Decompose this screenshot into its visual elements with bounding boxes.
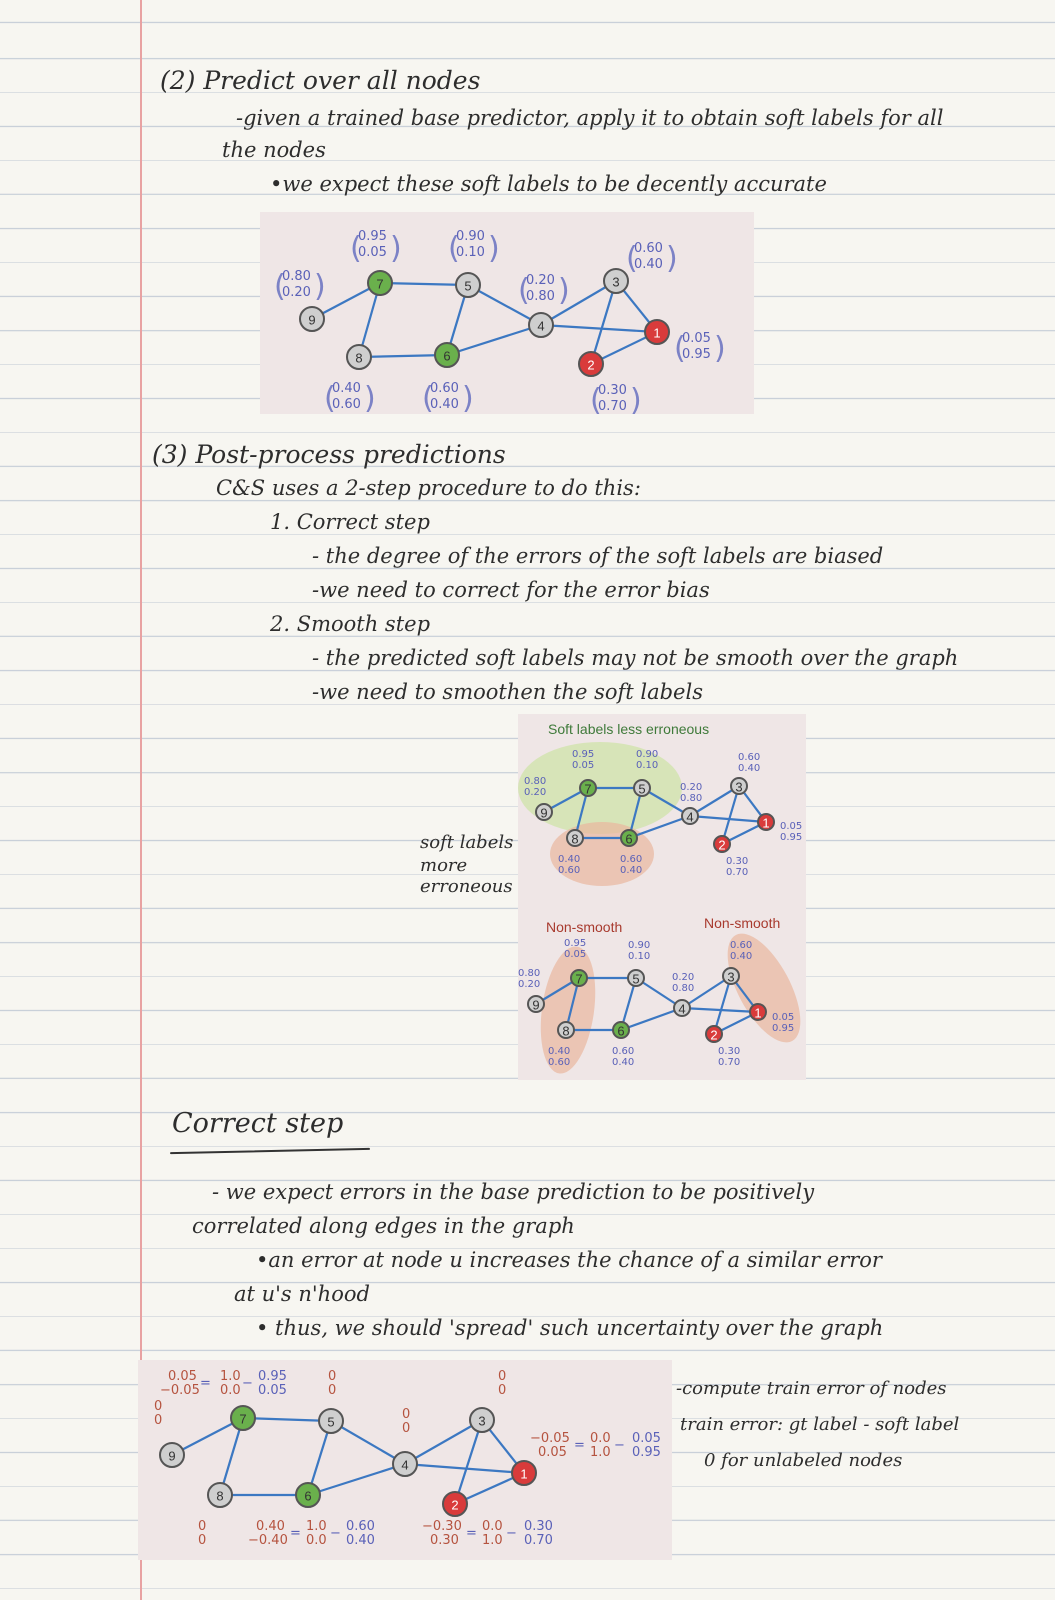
- vector-node-7: [350, 229, 402, 266]
- svg-text:8: 8: [355, 350, 363, 366]
- node-4: [529, 313, 553, 337]
- vector-node-3: [626, 241, 678, 276]
- svg-text:1.0: 1.0: [482, 1533, 503, 1548]
- svg-text:0.70: 0.70: [726, 867, 749, 878]
- svg-text:): ): [488, 231, 500, 266]
- svg-text:0.0: 0.0: [482, 1519, 503, 1534]
- svg-text:0.70: 0.70: [598, 399, 627, 414]
- svg-text:8: 8: [571, 831, 579, 847]
- correct-line3: •an error at node u increases the chance of a similar error: [256, 1248, 882, 1272]
- svg-text:0.60: 0.60: [346, 1519, 375, 1534]
- svg-text:0.40: 0.40: [548, 1046, 571, 1057]
- svg-text:0.10: 0.10: [636, 760, 659, 771]
- vector-node-1: [674, 331, 726, 366]
- node-8: [347, 345, 371, 369]
- svg-text:0.30: 0.30: [726, 856, 749, 867]
- svg-text:): ): [714, 331, 726, 366]
- svg-text:0.30: 0.30: [718, 1046, 741, 1057]
- svg-text:7: 7: [376, 276, 384, 292]
- section2-title: (2) Predict over all nodes: [160, 66, 481, 95]
- svg-text:6: 6: [443, 348, 451, 364]
- svg-text:0.60: 0.60: [620, 854, 643, 865]
- vector-node-5: [448, 229, 500, 266]
- svg-text:0.20: 0.20: [524, 787, 547, 798]
- svg-text:0.80: 0.80: [680, 793, 703, 804]
- svg-text:0: 0: [198, 1533, 207, 1548]
- svg-text:0.05: 0.05: [168, 1369, 197, 1384]
- svg-text:0.60: 0.60: [332, 397, 361, 412]
- svg-text:0.05: 0.05: [632, 1431, 661, 1446]
- section3-title: (3) Post-process predictions: [152, 440, 506, 469]
- svg-text:0.05: 0.05: [780, 821, 803, 832]
- svg-text:(: (: [518, 273, 530, 308]
- svg-text:=: =: [466, 1526, 477, 1541]
- svg-text:0.95: 0.95: [772, 1023, 795, 1034]
- svg-text:1: 1: [754, 1005, 762, 1021]
- caption-non-smooth-left: Non-smooth: [546, 919, 623, 935]
- svg-text:0.80: 0.80: [524, 776, 547, 787]
- side-note-1: -compute train error of nodes: [676, 1378, 947, 1399]
- svg-text:8: 8: [562, 1023, 570, 1039]
- svg-text:0.60: 0.60: [730, 940, 753, 951]
- svg-text:7: 7: [584, 781, 592, 797]
- figure-smoothness-graphs: [518, 714, 806, 1080]
- svg-text:5: 5: [464, 278, 472, 294]
- svg-text:): ): [390, 231, 402, 266]
- svg-text:−0.30: −0.30: [422, 1519, 462, 1534]
- svg-text:0.70: 0.70: [718, 1057, 741, 1068]
- svg-text:8: 8: [216, 1488, 224, 1504]
- vector-node-2: [590, 383, 642, 414]
- section3-step2a: - the predicted soft labels may not be smooth over the graph: [312, 646, 959, 670]
- title-underline: [170, 1148, 370, 1154]
- svg-text:3: 3: [478, 1413, 486, 1429]
- svg-text:0: 0: [154, 1413, 163, 1428]
- node-9: [300, 307, 324, 331]
- svg-text:5: 5: [638, 781, 646, 797]
- correct-line1: - we expect errors in the base prediction to be positively: [212, 1180, 815, 1204]
- svg-text:0.20: 0.20: [282, 285, 311, 300]
- svg-text:0.80: 0.80: [526, 289, 555, 304]
- svg-text:0.30: 0.30: [524, 1519, 553, 1534]
- svg-text:1.0: 1.0: [306, 1519, 327, 1534]
- svg-text:0: 0: [402, 1421, 411, 1436]
- caption-soft-labels-less-erroneous: Soft labels less erroneous: [548, 721, 710, 737]
- svg-text:0: 0: [328, 1383, 337, 1398]
- svg-text:(: (: [448, 231, 460, 266]
- svg-text:7: 7: [239, 1411, 247, 1427]
- svg-text:0.40: 0.40: [346, 1533, 375, 1548]
- node-5: [456, 273, 480, 297]
- svg-text:): ): [364, 381, 376, 414]
- section3-step2b: -we need to smoothen the soft labels: [312, 680, 703, 704]
- svg-text:0.80: 0.80: [672, 983, 695, 994]
- svg-text:(: (: [274, 269, 286, 304]
- svg-text:0.40: 0.40: [612, 1057, 635, 1068]
- svg-text:0.80: 0.80: [518, 968, 541, 979]
- svg-text:0.95: 0.95: [572, 749, 595, 760]
- section3-step1a: - the degree of the errors of the soft labels are biased: [312, 544, 884, 568]
- vector-node-9: [274, 269, 326, 304]
- caption-non-smooth-right: Non-smooth: [704, 915, 781, 931]
- svg-text:4: 4: [678, 1001, 686, 1017]
- svg-text:0.40: 0.40: [332, 381, 361, 396]
- svg-text:4: 4: [401, 1457, 409, 1473]
- svg-text:−0.05: −0.05: [160, 1383, 200, 1398]
- svg-text:5: 5: [327, 1414, 335, 1430]
- svg-text:(: (: [674, 331, 686, 366]
- svg-text:0.95: 0.95: [358, 229, 387, 244]
- correct-step-title: Correct step: [172, 1108, 344, 1139]
- svg-text:0.95: 0.95: [632, 1445, 661, 1460]
- svg-text:0.70: 0.70: [524, 1533, 553, 1548]
- svg-text:0: 0: [498, 1369, 507, 1384]
- svg-text:6: 6: [617, 1023, 625, 1039]
- svg-text:0.90: 0.90: [628, 940, 651, 951]
- svg-text:0.0: 0.0: [590, 1431, 611, 1446]
- vector-node-6: [422, 381, 474, 414]
- svg-text:0: 0: [328, 1369, 337, 1384]
- svg-text:1.0: 1.0: [590, 1445, 611, 1460]
- svg-text:(: (: [324, 381, 336, 414]
- svg-text:0: 0: [402, 1407, 411, 1422]
- svg-text:3: 3: [612, 274, 620, 290]
- svg-text:0.60: 0.60: [738, 752, 761, 763]
- node-6: [435, 343, 459, 367]
- svg-text:−: −: [614, 1438, 625, 1453]
- svg-text:(: (: [422, 381, 434, 414]
- svg-text:0.40: 0.40: [738, 763, 761, 774]
- svg-text:2: 2: [587, 357, 595, 373]
- svg-text:0: 0: [498, 1383, 507, 1398]
- svg-text:0.95: 0.95: [682, 347, 711, 362]
- figure-train-error-graph: [138, 1360, 672, 1560]
- svg-text:2: 2: [710, 1027, 718, 1043]
- svg-text:0.05: 0.05: [772, 1012, 795, 1023]
- svg-text:=: =: [200, 1376, 211, 1391]
- svg-text:9: 9: [532, 997, 540, 1013]
- section3-step1b: -we need to correct for the error bias: [312, 578, 710, 602]
- svg-text:2: 2: [451, 1497, 459, 1513]
- svg-text:1: 1: [762, 815, 770, 831]
- svg-text:0.05: 0.05: [682, 331, 711, 346]
- node-7: [368, 271, 392, 295]
- svg-text:0.40: 0.40: [558, 854, 581, 865]
- correct-line4: at u's n'hood: [234, 1282, 370, 1306]
- svg-text:0.05: 0.05: [538, 1445, 567, 1460]
- section2-line3: •we expect these soft labels to be decently accurate: [270, 172, 827, 196]
- svg-text:0.90: 0.90: [456, 229, 485, 244]
- svg-text:0.05: 0.05: [258, 1383, 287, 1398]
- svg-text:3: 3: [727, 969, 735, 985]
- svg-text:0.0: 0.0: [220, 1383, 241, 1398]
- svg-text:0.20: 0.20: [526, 273, 555, 288]
- svg-text:(: (: [626, 241, 638, 276]
- annotation-more: more: [420, 855, 468, 876]
- svg-text:=: =: [290, 1526, 301, 1541]
- annotation-erroneous: erroneous: [420, 876, 513, 897]
- section3-intro: C&S uses a 2-step procedure to do this:: [216, 476, 641, 500]
- svg-text:1: 1: [653, 325, 661, 341]
- svg-text:): ): [666, 241, 678, 276]
- svg-text:(: (: [590, 383, 602, 414]
- svg-text:): ): [558, 273, 570, 308]
- node-2: [579, 352, 603, 376]
- svg-text:0.40: 0.40: [730, 951, 753, 962]
- figure-soft-labels-graph: [260, 212, 754, 414]
- svg-text:0.30: 0.30: [598, 383, 627, 398]
- svg-text:0.20: 0.20: [680, 782, 703, 793]
- graph-svg-2: [518, 714, 806, 1080]
- vector-node-4: [518, 273, 570, 308]
- svg-text:0.60: 0.60: [548, 1057, 571, 1068]
- svg-text:0.80: 0.80: [282, 269, 311, 284]
- svg-text:7: 7: [575, 971, 583, 987]
- svg-text:0.60: 0.60: [612, 1046, 635, 1057]
- svg-text:0.40: 0.40: [634, 257, 663, 272]
- svg-text:3: 3: [735, 779, 743, 795]
- svg-text:6: 6: [304, 1488, 312, 1504]
- graph-svg-1: [260, 212, 754, 414]
- svg-text:9: 9: [168, 1448, 176, 1464]
- svg-text:0.30: 0.30: [430, 1533, 459, 1548]
- svg-text:0.90: 0.90: [636, 749, 659, 760]
- svg-text:9: 9: [308, 312, 316, 328]
- svg-text:−: −: [330, 1526, 341, 1541]
- svg-text:0.20: 0.20: [518, 979, 541, 990]
- svg-text:=: =: [574, 1438, 585, 1453]
- svg-text:0.40: 0.40: [430, 397, 459, 412]
- svg-text:): ): [630, 383, 642, 414]
- svg-text:0.60: 0.60: [634, 241, 663, 256]
- node-1: [645, 320, 669, 344]
- svg-text:0.95: 0.95: [258, 1369, 287, 1384]
- annotation-soft-labels: soft labels: [420, 832, 514, 853]
- correct-line2: correlated along edges in the graph: [192, 1214, 575, 1238]
- svg-text:4: 4: [537, 318, 545, 334]
- svg-text:−0.40: −0.40: [248, 1533, 288, 1548]
- correct-line5: • thus, we should 'spread' such uncertainty over the graph: [256, 1316, 884, 1340]
- svg-text:0.05: 0.05: [358, 245, 387, 260]
- svg-text:): ): [314, 269, 326, 304]
- svg-text:0.05: 0.05: [572, 760, 595, 771]
- svg-text:0.20: 0.20: [672, 972, 695, 983]
- section2-line1: -given a trained base predictor, apply it to obtain soft labels for all: [236, 106, 944, 130]
- svg-text:0: 0: [154, 1399, 163, 1414]
- graph-nodes: [300, 269, 669, 376]
- svg-text:5: 5: [632, 971, 640, 987]
- section2-line2: the nodes: [222, 138, 326, 162]
- svg-text:0.0: 0.0: [306, 1533, 327, 1548]
- svg-text:): ): [462, 381, 474, 414]
- svg-text:0.60: 0.60: [558, 865, 581, 876]
- svg-text:0.95: 0.95: [564, 938, 587, 949]
- svg-text:2: 2: [718, 837, 726, 853]
- vector-node-8: [324, 381, 376, 414]
- svg-text:0.40: 0.40: [256, 1519, 285, 1534]
- svg-text:0.05: 0.05: [564, 949, 587, 960]
- svg-text:1.0: 1.0: [220, 1369, 241, 1384]
- svg-text:−: −: [506, 1526, 517, 1541]
- svg-text:9: 9: [540, 805, 548, 821]
- side-note-3: 0 for unlabeled nodes: [704, 1450, 903, 1471]
- section3-step1: 1. Correct step: [270, 510, 430, 534]
- svg-text:0.40: 0.40: [620, 865, 643, 876]
- svg-text:0.10: 0.10: [456, 245, 485, 260]
- svg-text:1: 1: [520, 1466, 528, 1482]
- svg-text:6: 6: [625, 831, 633, 847]
- svg-text:0.60: 0.60: [430, 381, 459, 396]
- svg-text:(: (: [350, 231, 362, 266]
- svg-text:−: −: [242, 1376, 253, 1391]
- section3-step2: 2. Smooth step: [270, 612, 431, 636]
- svg-text:4: 4: [686, 809, 694, 825]
- svg-text:0: 0: [198, 1519, 207, 1534]
- svg-text:0.95: 0.95: [780, 832, 803, 843]
- svg-text:0.10: 0.10: [628, 951, 651, 962]
- svg-text:−0.05: −0.05: [530, 1431, 570, 1446]
- side-note-2: train error: gt label - soft label: [680, 1414, 960, 1435]
- node-3: [604, 269, 628, 293]
- error-graph-nodes: [160, 1406, 536, 1516]
- graph-svg-3: [138, 1360, 672, 1560]
